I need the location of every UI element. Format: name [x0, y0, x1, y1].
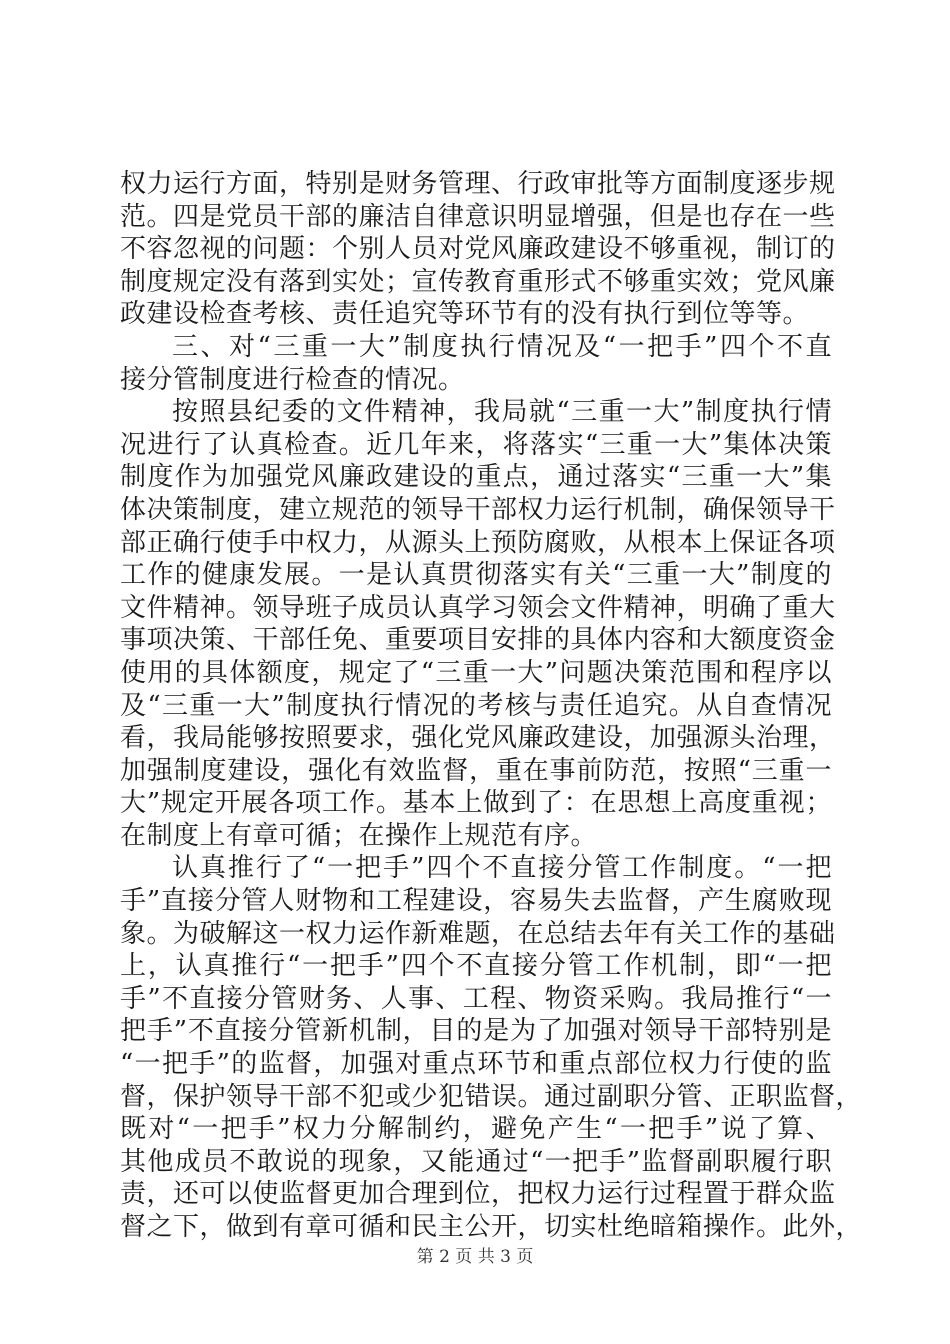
document-body: [120, 168, 863, 1244]
text-line: 权力运行方面，特别是财务管理、行政审批等方面制度逐步规: [120, 169, 836, 199]
text-line: 接分管制度进行检查的情况。: [120, 364, 465, 395]
text-line: 文件精神。领导班子成员认真学习领会文件精神，明确了重大: [120, 592, 836, 623]
text-line: 体决策制度，建立规范的领导干部权力运行机制，确保领导干: [120, 494, 836, 525]
text-line: 把手”不直接分管新机制，目的是为了加强对领导干部特别是: [120, 1016, 832, 1047]
text-line: 及“三重一大”制度执行情况的考核与责任追究。从自查情况: [120, 690, 832, 721]
text-line: 按照县纪委的文件精神，我局就“三重一大”制度执行情: [172, 397, 832, 428]
text-line: 范。四是党员干部的廉洁自律意识明显增强，但是也存在一些: [120, 201, 836, 232]
text-line: 工作的健康发展。一是认真贯彻落实有关“三重一大”制度的: [120, 560, 832, 591]
text-line: 事项决策、干部任免、重要项目安排的具体内容和大额度资金: [120, 625, 836, 656]
text-line: 三、对“三重一大”制度执行情况及“一把手”四个不直: [172, 331, 832, 362]
text-line: 不容忽视的问题：个别人员对党风廉政建设不够重视，制订的: [120, 234, 836, 265]
text-line: 部正确行使手中权力，从源头上预防腐败，从根本上保证各项: [120, 527, 836, 558]
text-line: 看，我局能够按照要求，强化党风廉政建设，加强源头治理，: [120, 723, 836, 754]
text-line: 大”规定开展各项工作。基本上做到了：在思想上高度重视；: [120, 788, 832, 819]
text-line: 认真推行了“一把手”四个不直接分管工作制度。“一把: [172, 853, 832, 884]
text-line: 况进行了认真检查。近几年来，将落实“三重一大”集体决策: [120, 429, 832, 460]
text-line: 制度作为加强党风廉政建设的重点，通过落实“三重一大”集: [120, 462, 832, 493]
text-line: “一把手”的监督，加强对重点环节和重点部位权力行使的监: [120, 1049, 832, 1080]
text-line: 其他成员不敢说的现象，又能通过“一把手”监督副职履行职: [120, 1146, 832, 1177]
text-line: 使用的具体额度，规定了“三重一大”问题决策范围和程序以: [120, 657, 832, 688]
text-line: 象。为破解这一权力运作新难题，在总结去年有关工作的基础: [120, 918, 836, 949]
text-line: 手”不直接分管财务、人事、工程、物资采购。我局推行“一: [120, 983, 832, 1014]
text-line: 手”直接分管人财物和工程建设，容易失去监督，产生腐败现: [120, 886, 832, 917]
text-line: 制度规定没有落到实处；宣传教育重形式不够重实效；党风廉: [120, 266, 836, 297]
text-line: 上，认真推行“一把手”四个不直接分管工作机制，即“一把: [120, 951, 832, 982]
text-line: 加强制度建设，强化有效监督，重在事前防范，按照“三重一: [120, 755, 832, 786]
page-footer: 第 2 页 共 3 页: [416, 1247, 534, 1267]
text-line: 督之下，做到有章可循和民主公开，切实杜绝暗箱操作。此外，: [120, 1212, 863, 1242]
text-line: 政建设检查考核、责任追究等环节有的没有执行到位等等。: [120, 299, 810, 330]
text-line: 既对“一把手”权力分解制约，避免产生“一把手”说了算、: [120, 1114, 832, 1145]
text-line: 在制度上有章可循；在操作上规范有序。: [120, 820, 598, 851]
text-line: 督，保护领导干部不犯或少犯错误。通过副职分管、正职监督，: [120, 1081, 863, 1112]
text-line: 责，还可以使监督更加合理到位，把权力运行过程置于群众监: [120, 1179, 836, 1210]
